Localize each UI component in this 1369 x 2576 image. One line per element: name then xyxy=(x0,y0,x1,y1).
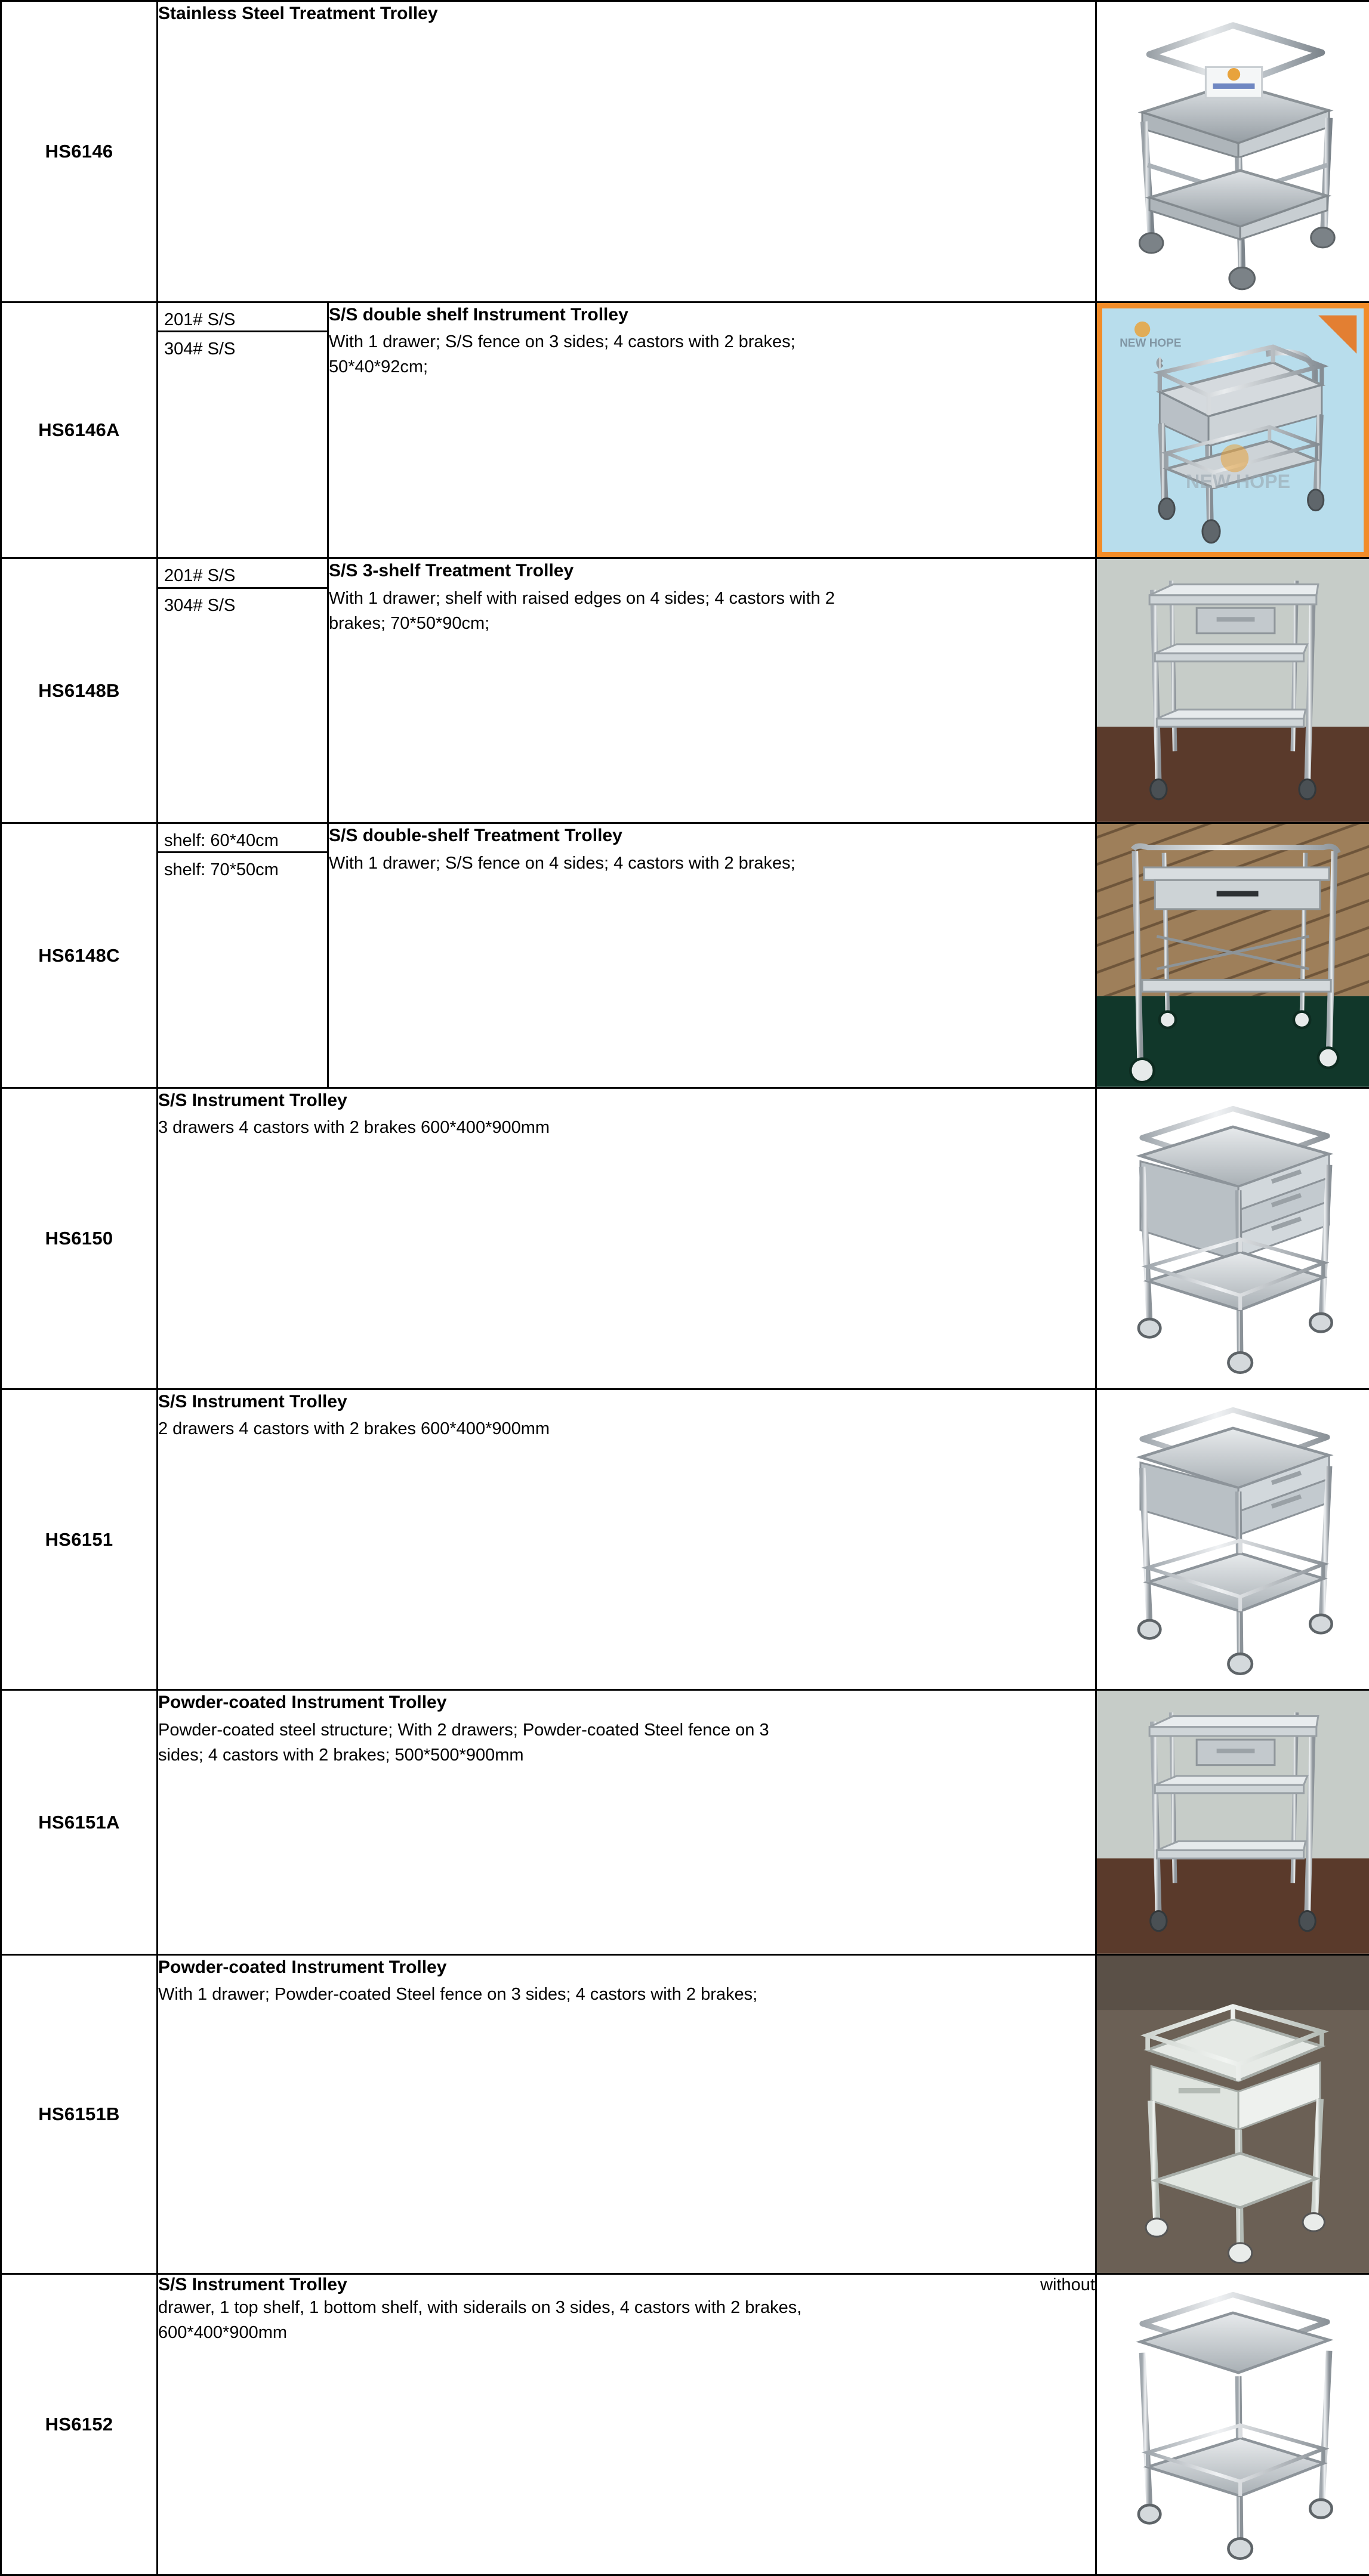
description-line: With 1 drawer; S/S fence on 4 sides; 4 castors with 2 brakes; xyxy=(329,851,1095,876)
description-line: 600*400*900mm xyxy=(158,2320,1095,2345)
model-code: HS6146 xyxy=(2,140,156,162)
model-code-cell xyxy=(1,1389,158,1690)
table-row xyxy=(1,302,1369,558)
description-title: Stainless Steel Treatment Trolley xyxy=(158,2,1095,26)
svg-text:NEW HOPE: NEW HOPE xyxy=(1120,337,1181,350)
model-code: HS6151 xyxy=(2,1528,156,1550)
description-cell xyxy=(158,1954,1096,2274)
specification-cell xyxy=(158,302,328,558)
model-code: HS6151A xyxy=(2,1811,156,1833)
description-title: S/S double shelf Instrument Trolley xyxy=(329,303,1095,328)
model-code-cell xyxy=(1,302,158,558)
product-image-cell xyxy=(1096,558,1369,823)
model-code: HS6148B xyxy=(2,679,156,702)
model-code-cell xyxy=(1,1088,158,1389)
product-image-cell xyxy=(1096,2274,1369,2575)
specification-row xyxy=(158,303,327,332)
specification-row xyxy=(158,331,327,360)
specification-text: shelf: 70*50cm xyxy=(164,859,323,881)
powder-coated-instrument-trolley-two-drawers-photo xyxy=(1097,1691,1369,1954)
description-title: S/S Instrument Trolley xyxy=(158,2275,347,2295)
specification-text: 201# S/S xyxy=(164,565,323,586)
description-line: With 1 drawer; shelf with raised edges on 4 sides; 4 castors with 2 xyxy=(329,586,1095,611)
specification-split xyxy=(158,559,327,616)
specification-text: shelf: 60*40cm xyxy=(164,830,323,851)
description-line: drawer, 1 top shelf, 1 bottom shelf, with siderails on 3 sides, 4 castors with 2 brakes, xyxy=(158,2295,1095,2320)
product-image-cell xyxy=(1096,1389,1369,1690)
specification-split xyxy=(158,824,327,881)
ss-three-shelf-treatment-trolley-photo xyxy=(1097,559,1369,822)
description-line: With 1 drawer; Powder-coated Steel fence on 3 sides; 4 castors with 2 brakes; xyxy=(158,1982,1095,2007)
description-title-suffix: without xyxy=(1040,2275,1095,2295)
specification-row xyxy=(158,824,327,853)
product-image-cell xyxy=(1096,1954,1369,2274)
description-title: S/S double-shelf Treatment Trolley xyxy=(329,824,1095,848)
model-code: HS6152 xyxy=(2,2413,156,2435)
description-cell xyxy=(158,1389,1096,1690)
specification-option xyxy=(158,559,327,588)
ss-instrument-trolley-no-drawer-illustration xyxy=(1097,2275,1369,2574)
specification-row xyxy=(158,853,327,881)
table-row xyxy=(1,1,1369,302)
specification-option xyxy=(158,824,327,853)
specification-row xyxy=(158,588,327,616)
model-code: HS6151B xyxy=(2,2103,156,2125)
description-line: With 1 drawer; S/S fence on 3 sides; 4 castors with 2 brakes; xyxy=(329,329,1095,354)
description-cell xyxy=(328,558,1096,823)
ss-double-shelf-treatment-trolley-photo xyxy=(1097,824,1369,1087)
product-image-cell xyxy=(1096,1088,1369,1389)
specification-row xyxy=(158,559,327,588)
stainless-steel-two-shelf-trolley-photo xyxy=(1097,2,1369,301)
model-code-cell xyxy=(1,1690,158,1955)
description-title: S/S Instrument Trolley xyxy=(158,1390,1095,1414)
description-line: brakes; 70*50*90cm; xyxy=(329,611,1095,636)
description-title-line xyxy=(158,2275,1095,2295)
specification-option xyxy=(158,853,327,881)
description-title: Powder-coated Instrument Trolley xyxy=(158,1691,1095,1715)
model-code-cell xyxy=(1,558,158,823)
description-cell xyxy=(158,2274,1096,2575)
description-cell xyxy=(328,302,1096,558)
specification-option xyxy=(158,331,327,360)
product-image-cell xyxy=(1096,1690,1369,1955)
description-title: Powder-coated Instrument Trolley xyxy=(158,1956,1095,1980)
product-image-cell xyxy=(1096,1,1369,302)
table-row xyxy=(1,823,1369,1088)
table-row xyxy=(1,2274,1369,2575)
specification-text: 304# S/S xyxy=(164,338,323,360)
model-code-cell xyxy=(1,823,158,1088)
product-image-cell xyxy=(1096,823,1369,1088)
specification-split xyxy=(158,303,327,360)
model-code: HS6148C xyxy=(2,944,156,966)
model-code-cell xyxy=(1,2274,158,2575)
table-row xyxy=(1,1690,1369,1955)
description-line: sides; 4 castors with 2 brakes; 500*500*900mm xyxy=(158,1743,1095,1768)
model-code: HS6146A xyxy=(2,419,156,441)
ss-instrument-trolley-two-drawers-illustration xyxy=(1097,1390,1369,1689)
specification-text: 304# S/S xyxy=(164,595,323,616)
description-title: S/S Instrument Trolley xyxy=(158,1089,1095,1113)
description-line: 50*40*92cm; xyxy=(329,354,1095,379)
description-line: 2 drawers 4 castors with 2 brakes 600*400*900mm xyxy=(158,1416,1095,1441)
description-cell xyxy=(158,1088,1096,1389)
powder-coated-instrument-trolley-one-drawer-photo xyxy=(1097,1956,1369,2273)
specification-cell xyxy=(158,823,328,1088)
description-cell xyxy=(328,823,1096,1088)
table-row xyxy=(1,558,1369,823)
specification-text: 201# S/S xyxy=(164,309,323,331)
specification-option xyxy=(158,303,327,332)
table-row xyxy=(1,1389,1369,1690)
svg-text:NEW HOPE: NEW HOPE xyxy=(1186,470,1290,492)
description-line: 3 drawers 4 castors with 2 brakes 600*400*900mm xyxy=(158,1115,1095,1140)
model-code: HS6150 xyxy=(2,1227,156,1249)
description-line: Powder-coated steel structure; With 2 drawers; Powder-coated Steel fence on 3 xyxy=(158,1718,1095,1743)
ss-instrument-trolley-three-drawers-illustration xyxy=(1097,1089,1369,1388)
table-row xyxy=(1,1954,1369,2274)
ss-double-shelf-instrument-trolley-photo xyxy=(1097,303,1369,558)
description-cell xyxy=(158,1,1096,302)
description-cell xyxy=(158,1690,1096,1955)
product-image-cell xyxy=(1096,302,1369,558)
model-code-cell xyxy=(1,1,158,302)
table-row xyxy=(1,1088,1369,1389)
specification-cell xyxy=(158,558,328,823)
description-title: S/S 3-shelf Treatment Trolley xyxy=(329,559,1095,583)
model-code-cell xyxy=(1,1954,158,2274)
specification-option xyxy=(158,588,327,616)
